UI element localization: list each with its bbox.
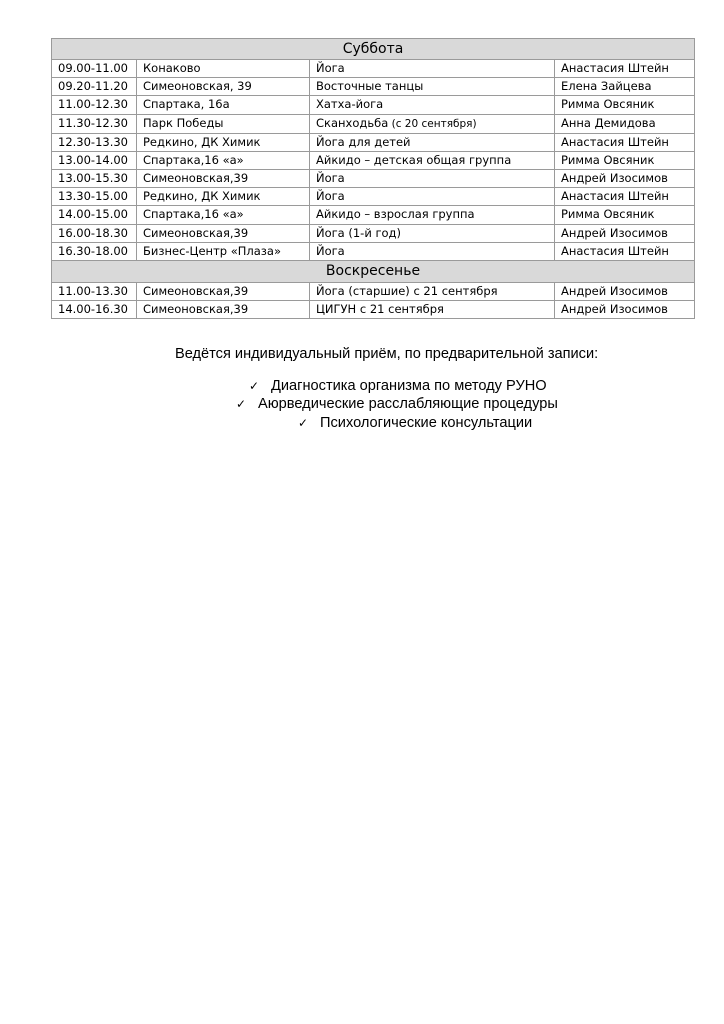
time-cell: 13.30-15.00 [52, 188, 137, 206]
place-cell: Симеоновская, 39 [137, 78, 310, 96]
day-header-saturday [52, 39, 695, 60]
teacher-cell: Римма Овсяник [555, 151, 695, 169]
place-cell: Симеоновская,39 [137, 169, 310, 187]
table-row [52, 301, 695, 319]
table-row [52, 96, 695, 114]
activity-note: (с 20 сентября) [388, 117, 477, 130]
activity-cell: Йога для детей [310, 133, 555, 151]
saturday-heading: Суббота [52, 39, 695, 60]
activity-cell: Йога (1-й год) [310, 224, 555, 242]
place-cell: Симеоновская,39 [137, 301, 310, 319]
table-row [52, 169, 695, 187]
teacher-cell: Андрей Изосимов [555, 282, 695, 300]
service-item-label: Диагностика организма по методу РУНО [271, 378, 547, 394]
service-item [298, 415, 532, 431]
teacher-cell: Римма Овсяник [555, 96, 695, 114]
activity-cell: Йога (старшие) с 21 сентября [310, 282, 555, 300]
teacher-cell: Анна Демидова [555, 114, 695, 133]
teacher-cell: Елена Зайцева [555, 78, 695, 96]
place-cell: Редкино, ДК Химик [137, 188, 310, 206]
schedule-table [51, 38, 695, 319]
checkmark-icon: ✓ [298, 416, 309, 430]
service-item [236, 396, 558, 412]
place-cell: Спартака,16 «а» [137, 151, 310, 169]
time-cell: 14.00-15.00 [52, 206, 137, 224]
time-cell: 13.00-15.30 [52, 169, 137, 187]
time-cell: 09.20-11.20 [52, 78, 137, 96]
time-cell: 11.00-13.30 [52, 282, 137, 300]
service-item-label: Психологические консультации [320, 415, 533, 431]
table-row [52, 188, 695, 206]
time-cell: 11.30-12.30 [52, 114, 137, 133]
place-cell: Симеоновская,39 [137, 224, 310, 242]
activity-cell: Восточные танцы [310, 78, 555, 96]
activity-text: Сканходьба [316, 115, 389, 130]
sunday-heading: Воскресенье [52, 260, 695, 282]
teacher-cell: Анастасия Штейн [555, 60, 695, 78]
place-cell: Спартака, 16а [137, 96, 310, 114]
table-row [52, 78, 695, 96]
table-row [52, 133, 695, 151]
activity-cell: ЦИГУН с 21 сентября [310, 301, 555, 319]
time-cell: 14.00-16.30 [52, 301, 137, 319]
activity-cell: Йога [310, 188, 555, 206]
teacher-cell: Андрей Изосимов [555, 301, 695, 319]
place-cell: Конаково [137, 60, 310, 78]
table-row [52, 114, 695, 133]
service-item-label: Аюрведические расслабляющие процедуры [258, 396, 558, 412]
table-row [52, 206, 695, 224]
teacher-cell: Анастасия Штейн [555, 242, 695, 260]
teacher-cell: Андрей Изосимов [555, 224, 695, 242]
place-cell: Редкино, ДК Химик [137, 133, 310, 151]
time-cell: 16.00-18.30 [52, 224, 137, 242]
checkmark-icon: ✓ [236, 397, 247, 411]
time-cell: 09.00-11.00 [52, 60, 137, 78]
activity-cell: Хатха-йога [310, 96, 555, 114]
day-header-sunday [52, 260, 695, 282]
teacher-cell: Анастасия Штейн [555, 188, 695, 206]
teacher-cell: Андрей Изосимов [555, 169, 695, 187]
service-item [249, 378, 547, 394]
activity-cell: Йога [310, 169, 555, 187]
table-row [52, 60, 695, 78]
notes-intro: Ведётся индивидуальный приём, по предварительной записи: [175, 346, 599, 362]
activity-cell [310, 114, 555, 133]
place-cell: Спартака,16 «а» [137, 206, 310, 224]
checkmark-icon: ✓ [249, 379, 260, 393]
teacher-cell: Анастасия Штейн [555, 133, 695, 151]
table-row [52, 224, 695, 242]
place-cell: Парк Победы [137, 114, 310, 133]
time-cell: 16.30-18.00 [52, 242, 137, 260]
activity-cell: Йога [310, 242, 555, 260]
place-cell: Симеоновская,39 [137, 282, 310, 300]
teacher-cell: Римма Овсяник [555, 206, 695, 224]
activity-cell: Йога [310, 60, 555, 78]
place-cell: Бизнес-Центр «Плаза» [137, 242, 310, 260]
activity-cell: Айкидо – детская общая группа [310, 151, 555, 169]
time-cell: 11.00-12.30 [52, 96, 137, 114]
table-row [52, 151, 695, 169]
activity-cell: Айкидо – взрослая группа [310, 206, 555, 224]
table-row [52, 282, 695, 300]
time-cell: 13.00-14.00 [52, 151, 137, 169]
table-row [52, 242, 695, 260]
time-cell: 12.30-13.30 [52, 133, 137, 151]
